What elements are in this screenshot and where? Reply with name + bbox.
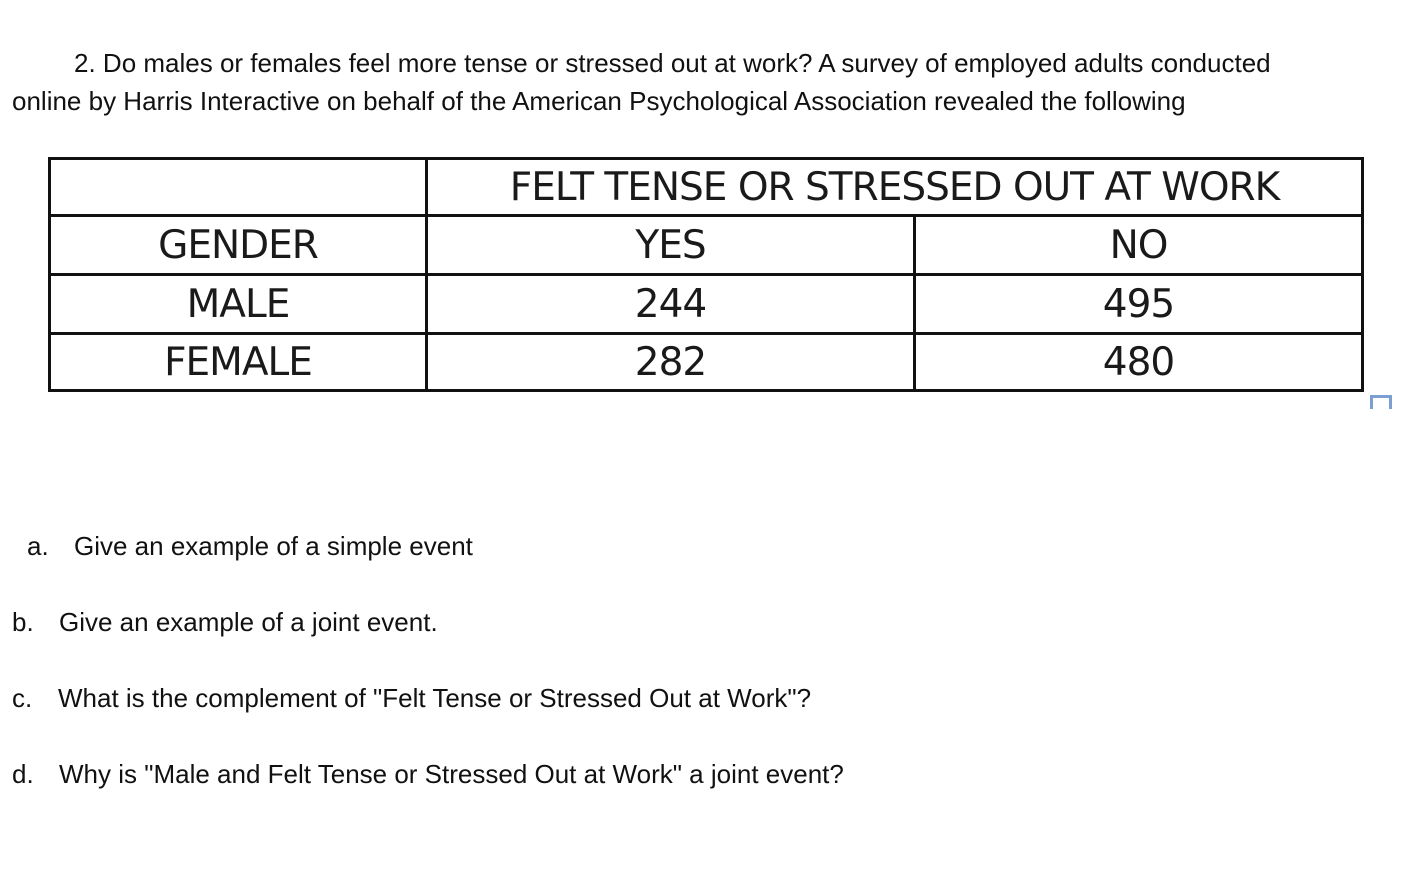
table-corner-cell bbox=[50, 159, 427, 216]
question-intro bbox=[12, 44, 1402, 120]
cell-male-no: 495 bbox=[915, 275, 1363, 334]
contingency-table bbox=[48, 157, 1364, 392]
subquestion-letter: d. bbox=[12, 759, 34, 789]
table-row bbox=[50, 334, 1363, 391]
subquestion-text: Why is "Male and Felt Tense or Stressed Out at Work" a joint event? bbox=[59, 759, 844, 789]
row-label-male: MALE bbox=[50, 275, 427, 334]
subquestion-text: Give an example of a simple event bbox=[74, 531, 473, 561]
contingency-table-container bbox=[48, 157, 1364, 392]
cell-female-yes: 282 bbox=[427, 334, 915, 391]
table-header-cell: FELT TENSE OR STRESSED OUT AT WORK bbox=[427, 159, 1363, 216]
table-row bbox=[50, 275, 1363, 334]
subquestion-d bbox=[12, 758, 844, 790]
column-header-yes: YES bbox=[427, 216, 915, 275]
table-header-row bbox=[50, 159, 1363, 216]
subquestion-a bbox=[27, 530, 473, 562]
cell-male-yes: 244 bbox=[427, 275, 915, 334]
question-text-line2: online by Harris Interactive on behalf of the American Psychological Association revealed the following bbox=[12, 86, 1186, 116]
subquestion-text: Give an example of a joint event. bbox=[59, 607, 438, 637]
subquestion-c bbox=[12, 682, 811, 714]
subquestion-letter: a. bbox=[27, 531, 49, 561]
subquestion-text: What is the complement of "Felt Tense or Stressed Out at Work"? bbox=[58, 683, 812, 713]
subquestion-letter: c. bbox=[12, 683, 33, 713]
question-text-line1: Do males or females feel more tense or stressed out at work? A survey of employed adults conducted bbox=[102, 48, 1271, 78]
table-column-header-row bbox=[50, 216, 1363, 275]
question-number: 2. bbox=[74, 48, 96, 78]
cell-female-no: 480 bbox=[915, 334, 1363, 391]
subquestion-b bbox=[12, 606, 438, 638]
row-label-header-cell: GENDER bbox=[50, 216, 427, 275]
column-header-no: NO bbox=[915, 216, 1363, 275]
table-resize-handle[interactable] bbox=[1370, 395, 1392, 409]
row-label-female: FEMALE bbox=[50, 334, 427, 391]
subquestion-letter: b. bbox=[12, 607, 34, 637]
